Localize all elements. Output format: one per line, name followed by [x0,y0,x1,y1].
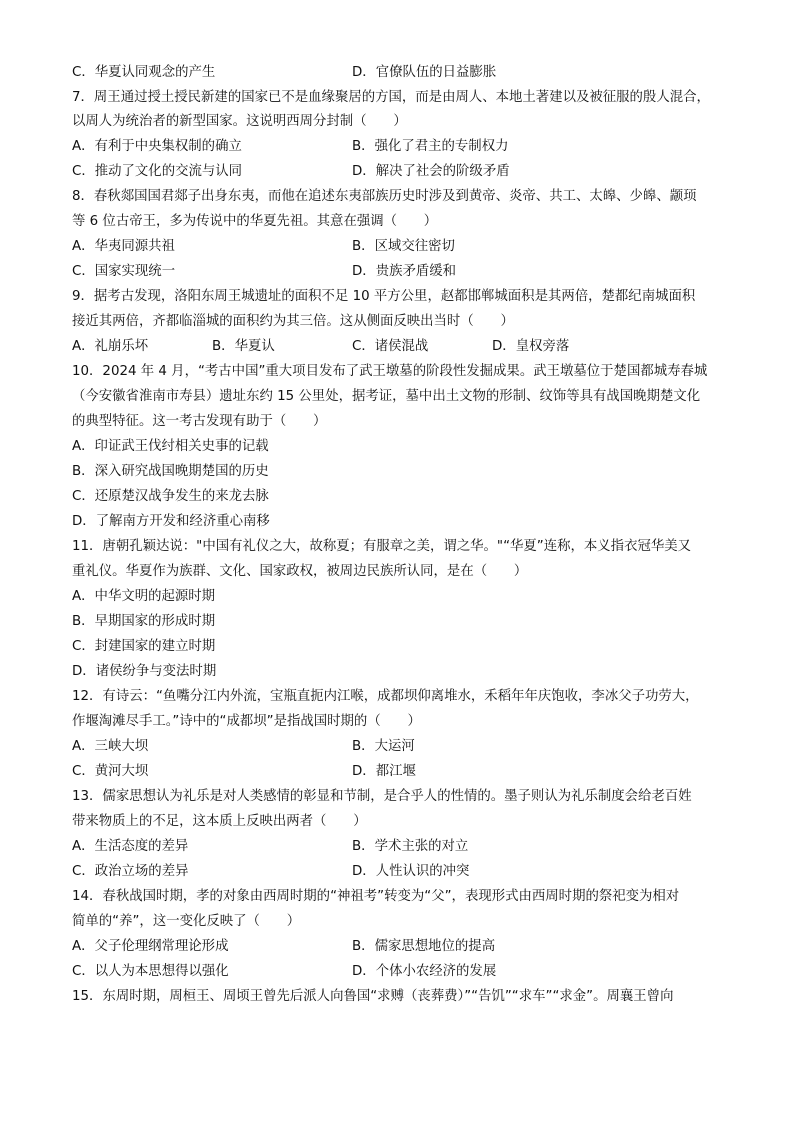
q8-option-c[interactable]: C．国家实现统一 [72,264,176,279]
q6-option-c[interactable]: C．华夏认同观念的产生 [72,65,216,80]
q8-option-d[interactable]: D．贵族矛盾缓和 [352,264,457,279]
q12-option-a[interactable]: A．三峡大坝 [72,739,149,754]
q9-option-c[interactable]: C．诸侯混战 [352,339,429,354]
q7-stem-line-2: 以周人为统治者的新型国家。这说明西周分封制（ ） [72,114,407,129]
q13-option-a[interactable]: A．生活态度的差异 [72,839,189,854]
q7-option-d[interactable]: D．解决了社会的阶级矛盾 [352,164,510,179]
q12-option-c[interactable]: C．黄河大坝 [72,764,149,779]
q10-stem-line-1: 10．2024 年 4 月，“考古中国”重大项目发布了武王墩墓的阶段性发掘成果。武王墩墓位于楚国都城寿春城 [72,364,708,379]
q14-option-c[interactable]: C．以人为本思想得以强化 [72,964,229,979]
q11-option-c[interactable]: C．封建国家的建立时期 [72,639,216,654]
q7-option-a[interactable]: A．有利于中央集权制的确立 [72,139,242,154]
q7-option-b[interactable]: B．强化了君主的专制权力 [352,139,509,154]
q14-stem-line-2: 简单的“养”，这一变化反映了（ ） [72,914,301,929]
q8-stem-line-2: 等 6 位古帝王，多为传说中的华夏先祖。其意在强调（ ） [72,214,438,229]
q14-option-a[interactable]: A．父子伦理纲常理论形成 [72,939,229,954]
q12-stem-line-2: 作堰淘滩尽手工。”诗中的“成都坝”是指战国时期的（ ） [72,714,421,729]
q11-option-d[interactable]: D．诸侯纷争与变法时期 [72,664,217,679]
q8-stem-line-1: 8．春秋郯国国君郯子出身东夷，而他在追述东夷部族历史时涉及到黄帝、炎帝、共工、太皞、少皞、颛顼 [72,189,697,204]
q6-option-d[interactable]: D．官僚队伍的日益膨胀 [352,65,497,80]
q11-stem-line-2: 重礼仪。华夏作为族群、文化、国家政权，被周边民族所认同，是在（ ） [72,564,528,579]
q13-option-c[interactable]: C．政治立场的差异 [72,864,189,879]
q9-option-b[interactable]: B．华夏认 [212,339,275,354]
q8-option-b[interactable]: B．区域交往密切 [352,239,455,254]
q12-stem-line-1: 12．有诗云：“鱼嘴分江内外流，宝瓶直扼内江喉，成都坝仰离堆水，禾稻年年庆饱收，李冰父子功劳大， [72,689,699,704]
q7-stem-line-1: 7．周王通过授土授民新建的国家已不是血缘聚居的方国，而是由周人、本地土著建以及被征服的殷人混合， [72,90,710,105]
q12-option-b[interactable]: B．大运河 [352,739,415,754]
q10-stem-line-3: 的典型特征。这一考古发现有助于（ ） [72,414,327,429]
q14-option-d[interactable]: D．个体小农经济的发展 [352,964,497,979]
q7-option-c[interactable]: C．推动了文化的交流与认同 [72,164,243,179]
q8-option-a[interactable]: A．华夷同源共祖 [72,239,175,254]
q9-stem-line-2: 接近其两倍，齐都临淄城的面积约为其三倍。这从侧面反映出当时（ ） [72,314,514,329]
q13-stem-line-2: 带来物质上的不足，这本质上反映出两者（ ） [72,814,367,829]
q10-option-d[interactable]: D．了解南方开发和经济重心南移 [72,514,270,529]
q13-stem-line-1: 13．儒家思想认为礼乐是对人类感情的彰显和节制，是合乎人的性情的。墨子则认为礼乐制度会给老百姓 [72,789,692,804]
q13-option-b[interactable]: B．学术主张的对立 [352,839,469,854]
q10-stem-line-2: （今安徽省淮南市寿县）遗址东约 15 公里处，据考证，墓中出土文物的形制、纹饰等具有战国晚期楚文化 [72,389,701,404]
q9-option-a[interactable]: A．礼崩乐坏 [72,339,149,354]
q11-stem-line-1: 11．唐朝孔颖达说："中国有礼仪之大，故称夏；有服章之美，谓之华。"“华夏”连称，本义指衣冠华美又 [72,539,692,554]
q14-stem-line-1: 14．春秋战国时期，孝的对象由西周时期的“神祖考”转变为“父”，表现形式由西周时期的祭祀变为相对 [72,889,680,904]
q15-stem-line-1: 15．东周时期，周桓王、周顷王曾先后派人向鲁国“求赙（丧葬费）”“告饥”“求车”“求金”。周襄王曾向 [72,989,674,1004]
q9-stem-line-1: 9．据考古发现，洛阳东周王城遗址的面积不足 10 平方公里，赵都邯郸城面积是其两倍，楚都纪南城面积 [72,289,696,304]
q9-option-d[interactable]: D．皇权旁落 [492,339,570,354]
q10-option-c[interactable]: C．还原楚汉战争发生的来龙去脉 [72,489,269,504]
q11-option-a[interactable]: A．中华文明的起源时期 [72,589,216,604]
q13-option-d[interactable]: D．人性认识的冲突 [352,864,470,879]
q10-option-b[interactable]: B．深入研究战国晚期楚国的历史 [72,464,269,479]
q10-option-a[interactable]: A．印证武王伐纣相关史事的记载 [72,439,269,454]
q14-option-b[interactable]: B．儒家思想地位的提高 [352,939,496,954]
q11-option-b[interactable]: B．早期国家的形成时期 [72,614,216,629]
q12-option-d[interactable]: D．都江堰 [352,764,416,779]
